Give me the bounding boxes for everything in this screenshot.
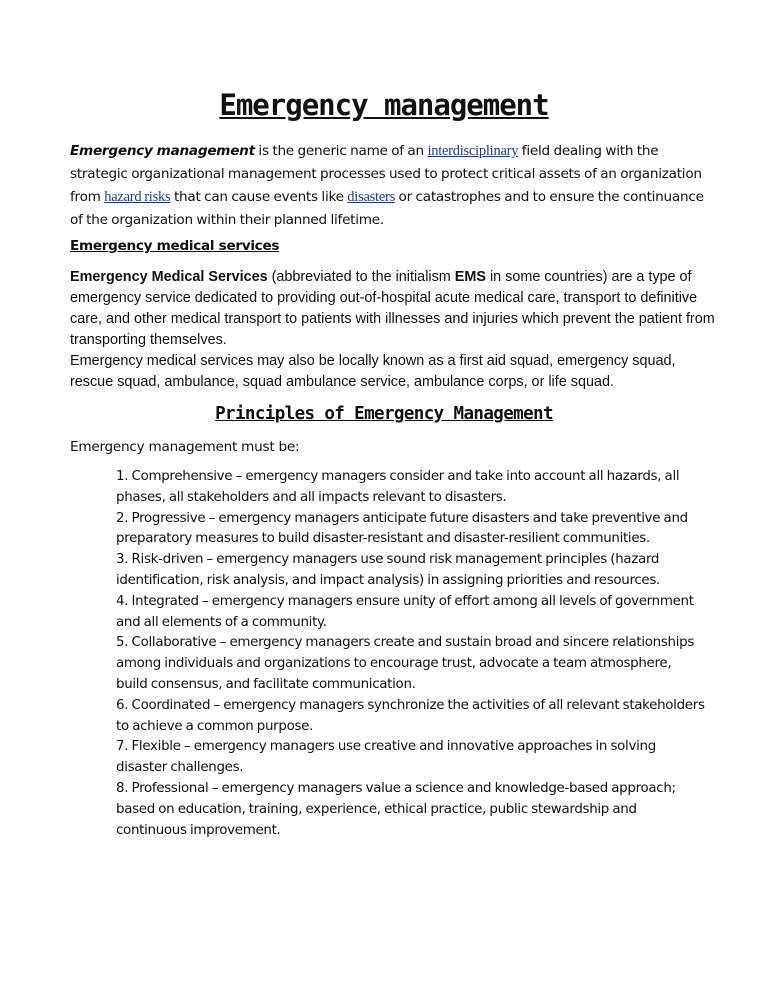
ems-heading: Emergency medical services [70, 238, 280, 254]
principle-item: 7. Flexible – emergency managers use creative and innovative approaches in solving disaster challenges. [116, 739, 656, 776]
principle-item: 6. Coordinated – emergency managers synchronize the activities of all relevant stakeholders to achieve a common purpose. [116, 697, 705, 734]
principle-item: 4. Integrated – emergency managers ensure unity of effort among all levels of government and all elements of a community. [116, 593, 694, 630]
principle-item: 8. Professional – emergency managers value a science and knowledge-based approach; based on education, training, experience, ethical practice, public stewardship and continuous improvement. [116, 780, 676, 838]
intro-text-1: is the generic name of an [254, 143, 428, 159]
ems-text-1: (abbreviated to the initialism [267, 269, 455, 285]
intro-text-4: or catastrophes and to ensure the continuance of the organization within their planned lifetime. [70, 189, 704, 228]
principles-heading: Principles of Emergency Management [215, 404, 553, 424]
intro-text-2: field dealing with the strategic organizational management processes used to protect critical assets of an organization from [70, 143, 702, 205]
intro-text-3: that can cause events like [170, 189, 348, 205]
ems-paragraph-2: Emergency medical services may also be locally known as a first aid squad, emergency squad, rescue squad, ambulance, squad ambulance service, ambulance corps, or life squad. [70, 353, 676, 390]
ems-paragraph [70, 267, 720, 351]
ems-lead: Emergency Medical Services [70, 269, 268, 285]
principle-item: 3. Risk-driven – emergency managers use sound risk management principles (hazard identification, risk analysis, and impact analysis) in assigning priorities and resources. [116, 552, 660, 588]
intro-lead: Emergency management [70, 143, 255, 159]
ems-section [70, 267, 720, 393]
link-disasters[interactable]: disasters [347, 189, 395, 205]
principle-item: 2. Progressive – emergency managers anticipate future disasters and take preventive and preparatory measures to build disaster-resistant and disaster-resilient communities. [116, 510, 688, 547]
ems-text-2: in some countries) are a type of emergency service dedicated to providing out-of-hospital acute medical care, transport to definitive care, and other medical transport to patients with illnesses and injuries which prevent the patient from transporting themselves. [70, 269, 715, 348]
principles-list [116, 467, 706, 841]
link-hazard-risks[interactable]: hazard risks [104, 189, 171, 205]
principle-item: 5. Collaborative – emergency managers create and sustain broad and sincere relationships among individuals and organizations to encourage trust, advocate a team atmosphere, build consensus, and facilitate communication. [116, 635, 695, 692]
principle-item: 1. Comprehensive – emergency managers consider and take into account all hazards, all phases, all stakeholders and all impacts relevant to disasters. [116, 469, 680, 505]
must-be-text: Emergency management must be: [70, 439, 300, 455]
intro-paragraph [70, 140, 710, 232]
link-interdisciplinary[interactable]: interdisciplinary [427, 143, 519, 159]
ems-abbr: EMS [454, 269, 486, 285]
document-title: Emergency management [219, 88, 549, 122]
